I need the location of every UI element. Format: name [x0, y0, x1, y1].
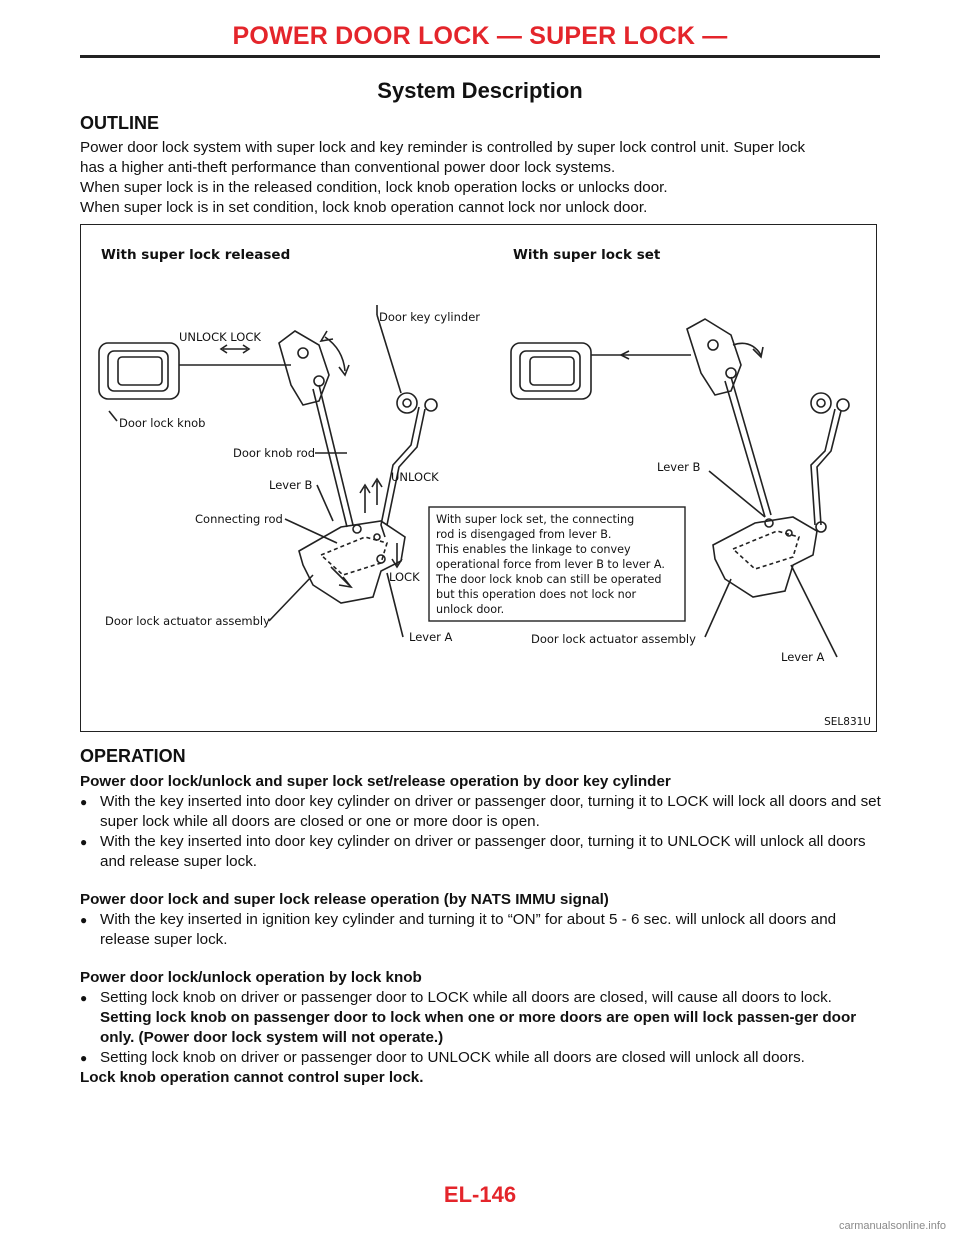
left-door-knob-rod	[319, 385, 353, 525]
label-actuator-left: Door lock actuator assembly	[105, 614, 270, 628]
operation-subheading: Power door lock/unlock operation by lock knob	[80, 969, 422, 986]
operation-subheading: Power door lock and super lock release operation (by NATS IMMU signal)	[80, 891, 609, 908]
right-key-cylinder	[811, 393, 849, 525]
figure-code: SEL831U	[824, 716, 871, 728]
note-line: unlock door.	[436, 603, 505, 616]
note-line: The door lock knob can still be operated	[436, 573, 662, 586]
label-lever-b: Lever B	[269, 478, 313, 492]
header-divider	[80, 55, 880, 58]
bullet-marker: ●	[80, 913, 88, 927]
outline-line: When super lock is in the released condition, lock knob operation locks or unlocks door.	[80, 179, 668, 196]
page-code: EL-146	[443, 1182, 517, 1207]
label-unlock-lock: UNLOCK LOCK	[179, 330, 261, 344]
section-title: System Description	[377, 78, 583, 103]
bullet-marker: ●	[80, 795, 88, 809]
operation-bullet	[80, 832, 885, 872]
note-line: operational force from lever B to lever A.	[436, 558, 665, 571]
label-lever-b-right: Lever B	[657, 460, 701, 474]
left-door-handle	[99, 343, 179, 399]
operation-subheading: Power door lock/unlock and super lock set/release operation by door key cylinder	[80, 773, 671, 790]
figure-left-title: With super lock released	[101, 247, 291, 263]
operation-heading: OPERATION	[80, 746, 186, 766]
diagram-canvas	[81, 225, 878, 733]
operation-bullet	[80, 910, 885, 950]
note-line: With super lock set, the connecting	[436, 513, 635, 526]
watermark: carmanualsonline.info	[838, 1220, 946, 1232]
operation-bullet	[80, 988, 885, 1048]
label-actuator-right: Door lock actuator assembly	[531, 632, 696, 646]
bullet-marker: ●	[80, 835, 88, 849]
operation-bullet	[80, 792, 885, 832]
label-unlock: UNLOCK	[391, 470, 439, 484]
bullet-marker: ●	[80, 1051, 88, 1065]
operation-closing-note: Lock knob operation cannot control super lock.	[80, 1069, 424, 1086]
page-header-title: POWER DOOR LOCK — SUPER LOCK —	[232, 22, 728, 50]
label-lock: LOCK	[389, 570, 420, 584]
bullet-text: With the key inserted into door key cylinder on driver or passenger door, turning it to LOCK will lock all doors and set super lock while all doors are closed or one or more door is open.	[100, 793, 881, 830]
label-door-knob-rod: Door knob rod	[233, 446, 316, 460]
right-door-handle	[511, 343, 591, 399]
outline-paragraph	[80, 138, 885, 218]
note-line: but this operation does not lock nor	[436, 588, 637, 601]
label-lever-a-right: Lever A	[781, 650, 825, 664]
note-line: rod is disengaged from lever B.	[436, 528, 612, 541]
super-lock-diagram	[80, 224, 877, 732]
outline-line: has a higher anti-theft performance than conventional power door lock systems.	[80, 159, 616, 176]
label-door-lock-knob: Door lock knob	[119, 416, 206, 430]
operation-body	[80, 772, 885, 1088]
note-line: This enables the linkage to convey	[436, 543, 631, 556]
label-door-key-cylinder: Door key cylinder	[379, 310, 481, 324]
label-lever-a-left: Lever A	[409, 630, 453, 644]
operation-bullet	[80, 1048, 885, 1068]
bullet-text: Setting lock knob on driver or passenger door to LOCK while all doors are closed, will cause all doors to lock.	[100, 989, 832, 1006]
bullet-text: With the key inserted into door key cylinder on driver or passenger door, turning it to UNLOCK will unlock all doors and release super lock.	[100, 833, 866, 870]
bullet-text: Setting lock knob on driver or passenger door to UNLOCK while all doors are closed will unlock all doors.	[100, 1049, 805, 1066]
outline-heading: OUTLINE	[80, 113, 159, 133]
bullet-text: With the key inserted in ignition key cylinder and turning it to “ON” for about 5 - 6 sec. will unlock all doors and release super lock.	[100, 911, 837, 948]
outline-line: When super lock is in set condition, lock knob operation cannot lock nor unlock door.	[80, 199, 648, 216]
figure-right-title: With super lock set	[513, 247, 661, 263]
bullet-bold-note: Setting lock knob on passenger door to lock when one or more doors are open will lock passen-ger door only. (Power door lock system will not operate.)	[100, 1009, 857, 1046]
bullet-marker: ●	[80, 991, 88, 1005]
outline-line: Power door lock system with super lock and key reminder is controlled by super lock control unit. Super lock	[80, 139, 806, 156]
label-connecting-rod: Connecting rod	[195, 512, 283, 526]
leader-door-lock-knob	[109, 411, 117, 421]
left-rotation-arrow	[325, 337, 345, 371]
